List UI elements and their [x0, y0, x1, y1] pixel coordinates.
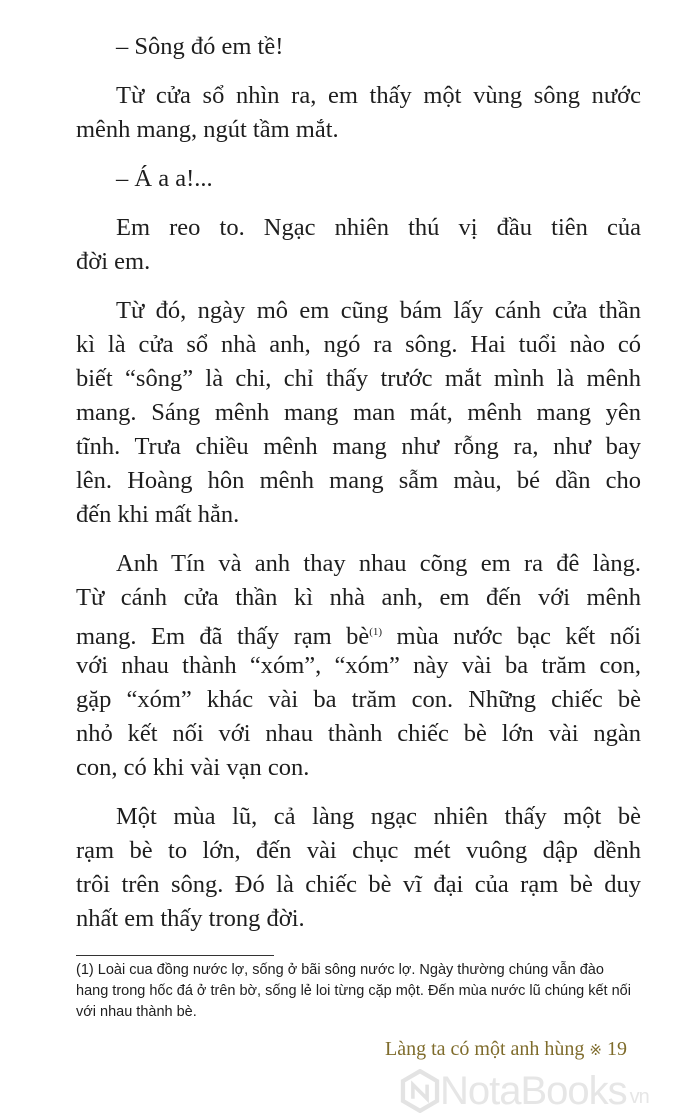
text-line: Từ đó, ngày mô em cũng bám lấy cánh cửa thần: [116, 297, 641, 324]
paragraph: [76, 162, 641, 196]
text-line: tĩnh. Trưa chiều mênh mang như rỗng ra, như bay: [76, 433, 641, 460]
text-line: nhất em thấy trong đời.: [76, 905, 305, 932]
footnote: (1) Loài cua đồng nước lợ, sống ở bãi sông nước lợ. Ngày thường chúng vẫn đào hang trong hốc đá ở trên bờ, sống lẻ loi từng cặp một. Đến mùa nước lũ chúng kết nối với nhau thành bè.: [76, 962, 631, 1020]
text-line: Anh Tín và anh thay nhau cõng em ra đê làng.: [116, 550, 641, 577]
footnote-divider: [76, 955, 274, 956]
text-line: – Á a a!...: [116, 165, 213, 192]
text-line: con, có khi vài vạn con.: [76, 754, 310, 781]
text-line: trôi trên sông. Đó là chiếc bè vĩ đại của rạm bè duy: [76, 871, 641, 898]
text-line: lên. Hoàng hôn mênh mang sẫm màu, bé dần cho: [76, 467, 641, 494]
text-fragment: mùa nước bạc kết nối: [382, 623, 641, 650]
watermark: [400, 1068, 649, 1114]
paragraph: [76, 79, 641, 147]
text-line: với nhau thành “xóm”, “xóm” này vài ba trăm con,: [76, 652, 641, 679]
watermark-suffix: vn: [629, 1086, 649, 1108]
separator-icon: ※: [589, 1041, 602, 1059]
text-line: kì là cửa sổ nhà anh, ngó ra sông. Hai tuổi nào có: [76, 331, 641, 358]
book-title: Làng ta có một anh hùng: [385, 1038, 585, 1060]
body-text: [76, 30, 641, 951]
text-line: Một mùa lũ, cả làng ngạc nhiên thấy một bè: [116, 803, 641, 830]
text-line: Từ cánh cửa thần kì nhà anh, em đến với mênh: [76, 584, 641, 611]
text-line: biết “sông” là chi, chỉ thấy trước mắt mình là mênh: [76, 365, 641, 392]
watermark-brand: NotaBooks: [440, 1069, 627, 1113]
page-number: 19: [606, 1038, 627, 1060]
text-line: đến khi mất hẳn.: [76, 501, 240, 528]
hexagon-logo-icon: [400, 1069, 440, 1113]
text-line: gặp “xóm” khác vài ba trăm con. Những chiếc bè: [76, 686, 641, 713]
text-line: nhỏ kết nối với nhau thành chiếc bè lớn vài ngàn: [76, 720, 641, 747]
paragraph: [76, 30, 641, 64]
text-line: Em reo to. Ngạc nhiên thú vị đầu tiên của: [116, 214, 641, 241]
text-line: mênh mang, ngút tầm mắt.: [76, 116, 339, 143]
paragraph: [76, 211, 641, 279]
text-line: rạm bè to lớn, đến vài chục mét vuông dập dềnh: [76, 837, 641, 864]
footnote-ref[interactable]: (1): [369, 626, 383, 638]
paragraph: [76, 800, 641, 936]
paragraph: [76, 547, 641, 785]
text-line: – Sông đó em tề!: [116, 33, 284, 60]
paragraph: [76, 294, 641, 532]
running-footer: [385, 1036, 627, 1062]
text-line: [76, 615, 641, 649]
text-fragment: mang. Em đã thấy rạm bè: [76, 623, 370, 650]
text-line: Từ cửa sổ nhìn ra, em thấy một vùng sông nước: [116, 82, 641, 109]
text-line: đời em.: [76, 248, 151, 275]
text-line: mang. Sáng mênh mang man mát, mênh mang yên: [76, 399, 641, 426]
